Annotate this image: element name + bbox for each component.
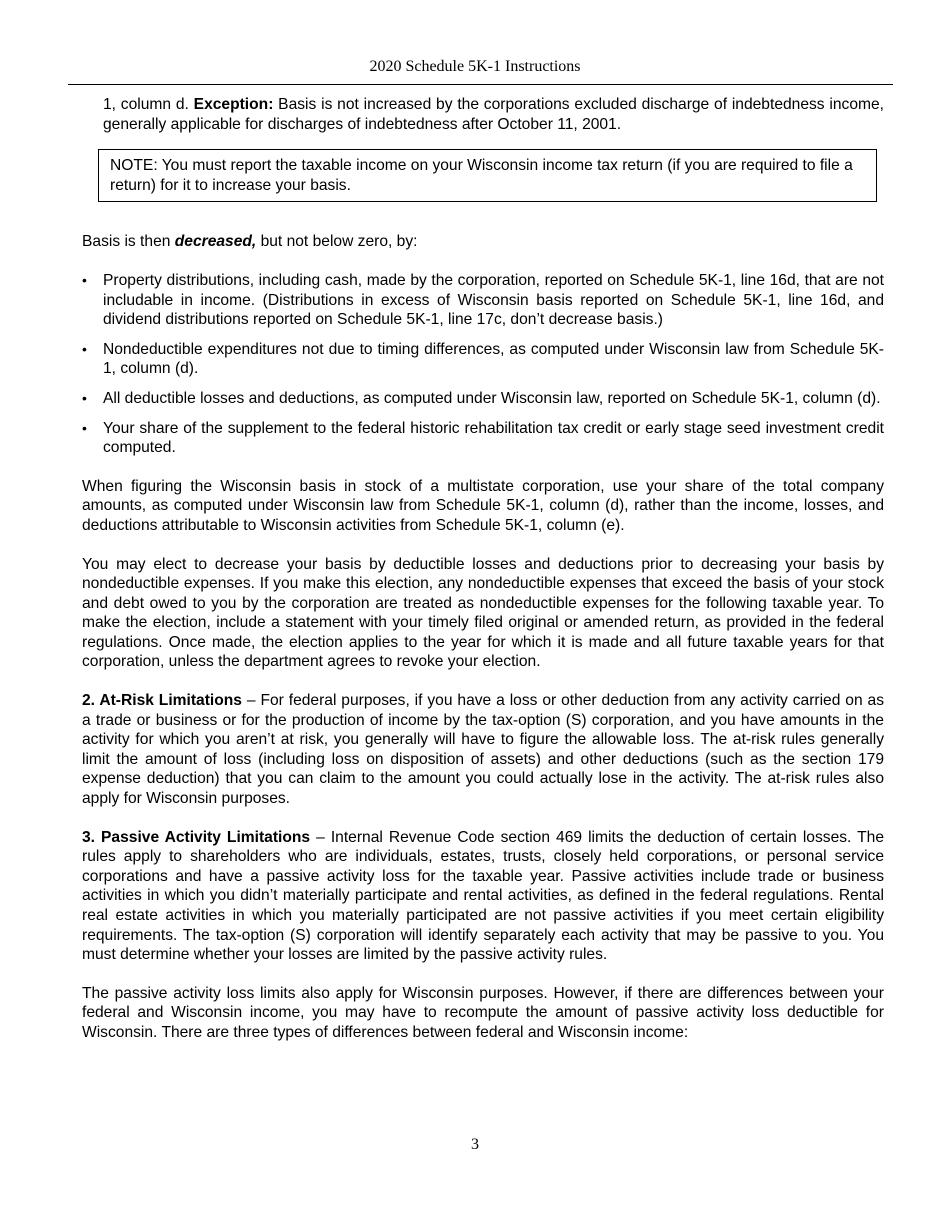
multistate-paragraph: When figuring the Wisconsin basis in stock of a multistate corporation, use your share of the total company amounts, as computed under Wisconsin law from Schedule 5K-1, column (d), rather than the income, losses, and deductions attributable to Wisconsin activities from Schedule 5K-1, column (e). <box>82 477 884 534</box>
list-item <box>82 271 884 330</box>
list-item-text: Nondeductible expenditures not due to timing differences, as computed under Wisconsin law from Schedule 5K-1, column (d). <box>103 340 884 378</box>
continuation-prefix: 1, column d. <box>103 96 194 113</box>
at-risk-heading: 2. At-Risk Limitations <box>82 692 242 710</box>
list-item <box>82 389 884 409</box>
bullet-icon: • <box>82 419 87 436</box>
passive-activity-section <box>82 828 884 965</box>
election-paragraph: You may elect to decrease your basis by deductible losses and deductions prior to decreasing your basis by nondeductible expenses. If you make this election, any nondeductible expenses that exceed the basis of your stock and debt owed to you by the corporation are treated as nondeductible expenses for the following taxable year. To make the election, include a statement with your timely filed original or amended return, as provided in the federal regulations. Once made, the election applies to the year for which it is made and all future taxable years for that corporation, unless the department agrees to revoke your election. <box>82 555 884 671</box>
basis-decreased-suffix: but not below zero, by: <box>256 233 418 251</box>
document-body <box>82 95 884 1043</box>
basis-decreased-prefix: Basis is then <box>82 233 175 251</box>
exception-label: Exception: <box>193 96 274 113</box>
basis-decreased-paragraph <box>82 232 884 252</box>
bullet-icon: • <box>82 340 87 357</box>
at-risk-text: – For federal purposes, if you have a loss or other deduction from any activity carried on as a trade or business or for the production of income by the tax-option (S) corporation, and you have amounts in the activity for which you aren’t at risk, you generally will have to figure the allowable loss. The at-risk rules generally limit the amount of loss (including loss on disposition of assets) and other deductions (such as the section 179 expense deduction) that you can claim to the amount you could actually lose in the activity. The at-risk rules also apply for Wisconsin purposes. <box>82 692 884 808</box>
bullet-icon: • <box>82 271 87 288</box>
page-number: 3 <box>471 1136 479 1153</box>
decrease-bullet-list <box>82 271 884 458</box>
page-header: 2020 Schedule 5K-1 Instructions <box>369 58 581 75</box>
at-risk-section <box>82 691 884 809</box>
header-rule <box>68 84 893 85</box>
passive-wisconsin-paragraph: The passive activity loss limits also apply for Wisconsin purposes. However, if there are differences between your federal and Wisconsin income, you may have to recompute the amount of passive activity loss deductible for Wisconsin. There are three types of differences between federal and Wisconsin income: <box>82 984 884 1041</box>
list-item-text: Property distributions, including cash, made by the corporation, reported on Schedule 5K-1, line 16d, that are not includable in income. (Distributions in excess of Wisconsin basis reported on Schedule 5K-1, line 16d, and dividend distributions reported on Schedule 5K-1, line 17c, don’t decrease basis.) <box>103 271 884 329</box>
note-box: NOTE: You must report the taxable income on your Wisconsin income tax return (if you are required to file a return) for it to increase your basis. <box>98 149 877 202</box>
list-item <box>82 340 884 379</box>
list-item-text: Your share of the supplement to the federal historic rehabilitation tax credit or early stage seed investment credit computed. <box>103 419 884 457</box>
list-item <box>82 419 884 458</box>
continuation-paragraph <box>103 95 884 134</box>
list-item-text: All deductible losses and deductions, as computed under Wisconsin law, reported on Schedule 5K-1, column (d). <box>103 389 881 407</box>
decreased-emphasis: decreased, <box>174 233 257 251</box>
continuation-text: Basis is not increased by the corporations excluded discharge of indebtedness income, generally applicable for discharges of indebtedness after October 11, 2001. <box>103 96 884 133</box>
passive-activity-text: – Internal Revenue Code section 469 limits the deduction of certain losses. The rules apply to shareholders who are individuals, estates, trusts, closely held corporations, or personal service corporations and have a passive activity loss for the taxable year. Passive activities include trade or business activities in which you didn’t materially participate and rental activities, as defined in the federal regulations. Rental real estate activities in which you materially participated are not passive activities if you meet certain eligibility requirements. The tax-option (S) corporation will identify separately each activity that may be passive to you. You must determine whether your losses are limited by the passive activity rules. <box>82 828 884 964</box>
bullet-icon: • <box>82 389 87 406</box>
passive-activity-heading: 3. Passive Activity Limitations <box>82 828 311 846</box>
